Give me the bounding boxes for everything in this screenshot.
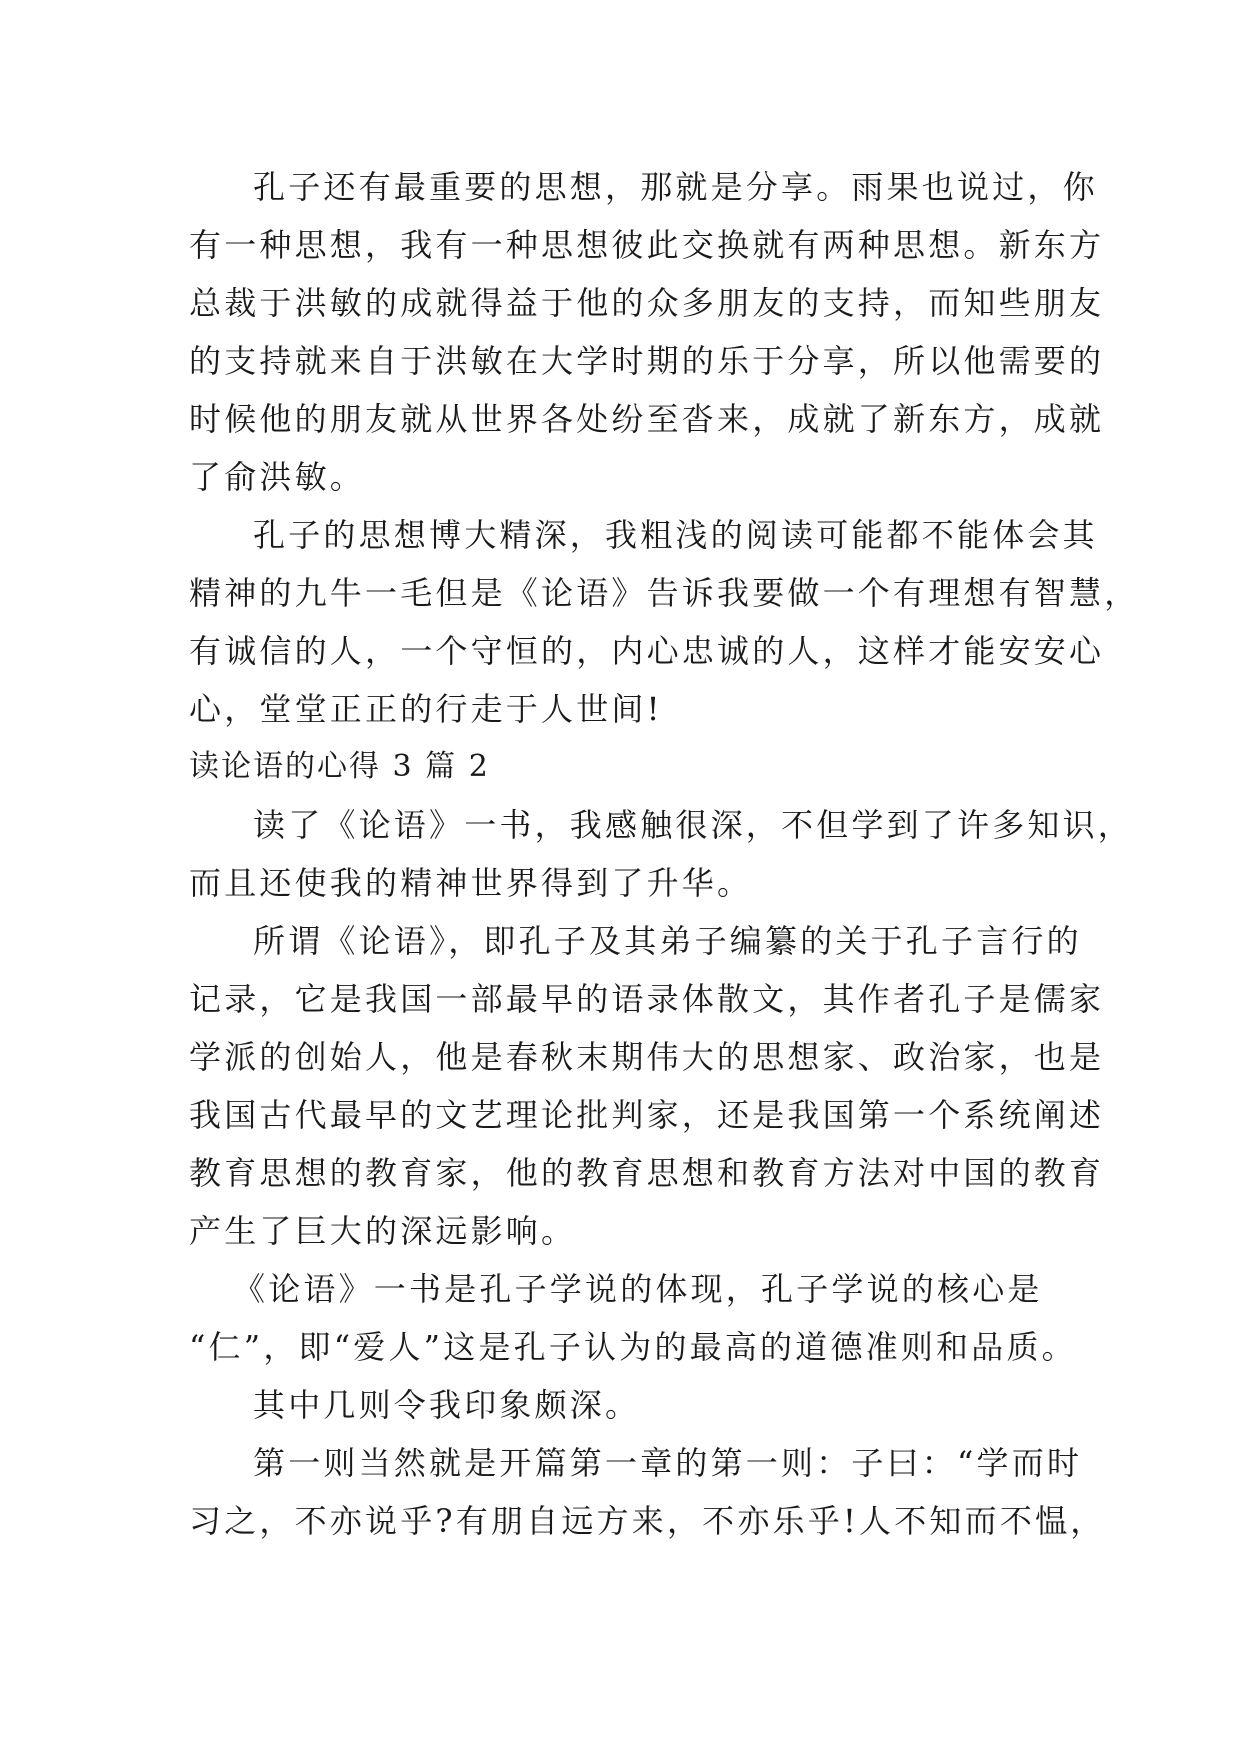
paragraph-line: “仁”，即“爱人”这是孔子认为的最高的道德准则和品质。 xyxy=(189,1328,1077,1366)
paragraph-line: 第一则当然就是开篇第一章的第一则：子曰：“学而时 xyxy=(253,1444,1083,1482)
paragraph-line: 所谓《论语》，即孔子及其弟子编纂的关于孔子言行的 xyxy=(253,922,1082,960)
paragraph-line: 我国古代最早的文艺理论批判家，还是我国第一个系统阐述 xyxy=(189,1096,1105,1134)
paragraph-line: 总裁于洪敏的成就得益于他的众多朋友的支持，而知些朋友 xyxy=(189,284,1105,322)
paragraph-line: 产生了巨大的深远影响。 xyxy=(189,1212,577,1250)
paragraph-line: 孔子还有最重要的思想，那就是分享。雨果也说过，你 xyxy=(253,168,1098,206)
paragraph-line: 教育思想的教育家，他的教育思想和教育方法对中国的教育 xyxy=(189,1154,1105,1192)
paragraph-line: 读了《论语》一书，我感触很深，不但学到了许多知识， xyxy=(253,806,1134,844)
paragraph-line: 《论语》一书是孔子学说的体现，孔子学说的核心是 xyxy=(233,1270,1043,1308)
paragraph-line: 有一种思想，我有一种思想彼此交换就有两种思想。新东方 xyxy=(189,226,1105,264)
paragraph-line: 孔子的思想博大精深，我粗浅的阅读可能都不能体会其 xyxy=(253,516,1098,554)
paragraph-line: 而且还使我的精神世界得到了升华。 xyxy=(189,864,753,902)
paragraph-line: 心，堂堂正正的行走于人世间! xyxy=(189,690,663,728)
paragraph-line: 了俞洪敏。 xyxy=(189,458,366,496)
document-page xyxy=(189,158,1140,1550)
paragraph-line: 学派的创始人，他是春秋末期伟大的思想家、政治家，也是 xyxy=(189,1038,1105,1076)
paragraph-line: 记录，它是我国一部最早的语录体散文，其作者孔子是儒家 xyxy=(189,980,1105,1018)
paragraph-line: 习之，不亦说乎?有朋自远方来，不亦乐乎!人不知而不愠， xyxy=(189,1502,1106,1540)
paragraph-line: 有诚信的人，一个守恒的，内心忠诚的人，这样才能安安心 xyxy=(189,632,1105,670)
section-heading: 读论语的心得 3 篇 2 xyxy=(189,749,490,784)
paragraph-line: 其中几则令我印象颇深。 xyxy=(253,1386,641,1424)
paragraph-line: 的支持就来自于洪敏在大学时期的乐于分享，所以他需要的 xyxy=(189,342,1105,380)
paragraph-line: 时候他的朋友就从世界各处纷至沓来，成就了新东方，成就 xyxy=(189,400,1105,438)
paragraph-line: 精神的九牛一毛但是《论语》告诉我要做一个有理想有智慧， xyxy=(189,574,1140,612)
